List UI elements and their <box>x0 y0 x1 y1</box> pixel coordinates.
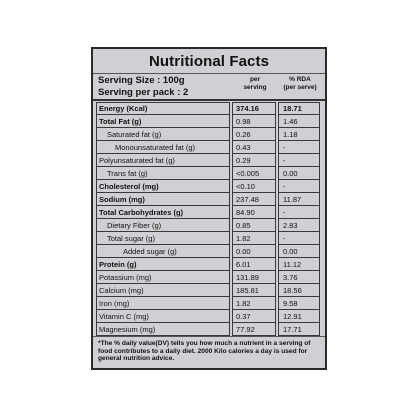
per-serving-value: 0.85 <box>232 219 276 232</box>
per-serving-value: <0.10 <box>232 180 276 193</box>
nutrient-name: Polyunsaturated fat (g) <box>96 154 230 167</box>
table-row <box>96 271 322 284</box>
table-row <box>96 310 322 323</box>
nutrient-name: Total Fat (g) <box>96 115 230 128</box>
per-serving-value: <0.005 <box>232 167 276 180</box>
rda-value: 12.91 <box>278 310 320 323</box>
footnote-divider <box>93 336 325 337</box>
nutrient-name: Monounsaturated fat (g) <box>96 141 230 154</box>
table-row <box>96 258 322 271</box>
per-serving-header <box>233 76 277 92</box>
title-divider <box>93 73 325 74</box>
per-serving-header-line2: serving <box>243 84 267 91</box>
per-serving-value: 374.16 <box>232 102 276 115</box>
footnote: *The % daily value(DV) tells you how much a nutrient in a serving of food contributes to a daily diet. 2000 Kilo calories a day is used for general nutrition advice. <box>98 340 311 363</box>
per-serving-value: 1.82 <box>232 232 276 245</box>
per-serving-value: 0.43 <box>232 141 276 154</box>
page-title: Nutritional Facts <box>148 53 270 70</box>
rda-value: - <box>278 232 320 245</box>
rda-value: 1.46 <box>278 115 320 128</box>
table-row <box>96 232 322 245</box>
rda-value: 2.83 <box>278 219 320 232</box>
table-row <box>96 284 322 297</box>
table-row <box>96 245 322 258</box>
nutrient-name: Potassium (mg) <box>96 271 230 284</box>
nutrient-name: Magnesium (mg) <box>96 323 230 336</box>
rda-value: 1.18 <box>278 128 320 141</box>
table-row <box>96 180 322 193</box>
rda-header-line1: % RDA <box>289 76 311 83</box>
table-row <box>96 206 322 219</box>
rda-value: - <box>278 206 320 219</box>
table-row <box>96 193 322 206</box>
rda-header-line2: (per serve) <box>283 84 317 91</box>
nutrient-name: Total Carbohydrates (g) <box>96 206 230 219</box>
nutrient-name: Calcium (mg) <box>96 284 230 297</box>
nutrition-facts-panel <box>91 47 327 370</box>
per-serving-value: 0.37 <box>232 310 276 323</box>
per-serving-value: 84.90 <box>232 206 276 219</box>
table-row <box>96 128 322 141</box>
rda-value: - <box>278 141 320 154</box>
serving-per-pack-label: Serving per pack : 2 <box>98 87 189 98</box>
per-serving-value: 0.26 <box>232 128 276 141</box>
nutrient-table <box>96 102 322 336</box>
nutrient-name: Energy (Kcal) <box>96 102 230 115</box>
per-serving-value: 0.29 <box>232 154 276 167</box>
rda-header <box>279 76 321 92</box>
header-divider <box>93 99 325 101</box>
nutrient-name: Added sugar (g) <box>96 245 230 258</box>
rda-value: - <box>278 180 320 193</box>
rda-value: 18.71 <box>278 102 320 115</box>
nutrient-name: Vitamin C (mg) <box>96 310 230 323</box>
rda-value: 9.58 <box>278 297 320 310</box>
rda-value: 11.12 <box>278 258 320 271</box>
table-row <box>96 102 322 115</box>
nutrient-name: Dietary Fiber (g) <box>96 219 230 232</box>
serving-size-label: Serving Size : 100g <box>98 75 185 86</box>
nutrient-name: Iron (mg) <box>96 297 230 310</box>
per-serving-value: 77.92 <box>232 323 276 336</box>
table-row <box>96 154 322 167</box>
nutrient-name: Protein (g) <box>96 258 230 271</box>
per-serving-value: 6.01 <box>232 258 276 271</box>
rda-value: 17.71 <box>278 323 320 336</box>
table-row <box>96 297 322 310</box>
nutrient-name: Sodium (mg) <box>96 193 230 206</box>
rda-value: 18.56 <box>278 284 320 297</box>
table-row <box>96 323 322 336</box>
rda-value: - <box>278 154 320 167</box>
nutrient-name: Cholesterol (mg) <box>96 180 230 193</box>
per-serving-value: 185.81 <box>232 284 276 297</box>
per-serving-value: 131.89 <box>232 271 276 284</box>
per-serving-value: 1.82 <box>232 297 276 310</box>
per-serving-header-line1: per <box>249 76 261 83</box>
per-serving-value: 237.48 <box>232 193 276 206</box>
rda-value: 3.76 <box>278 271 320 284</box>
per-serving-value: 0.00 <box>232 245 276 258</box>
table-row <box>96 115 322 128</box>
nutrient-name: Trans fat (g) <box>96 167 230 180</box>
table-row <box>96 167 322 180</box>
table-row <box>96 219 322 232</box>
table-row <box>96 141 322 154</box>
rda-value: 11.87 <box>278 193 320 206</box>
nutrient-name: Saturated fat (g) <box>96 128 230 141</box>
per-serving-value: 0.98 <box>232 115 276 128</box>
nutrient-name: Total sugar (g) <box>96 232 230 245</box>
rda-value: 0.00 <box>278 245 320 258</box>
rda-value: 0.00 <box>278 167 320 180</box>
